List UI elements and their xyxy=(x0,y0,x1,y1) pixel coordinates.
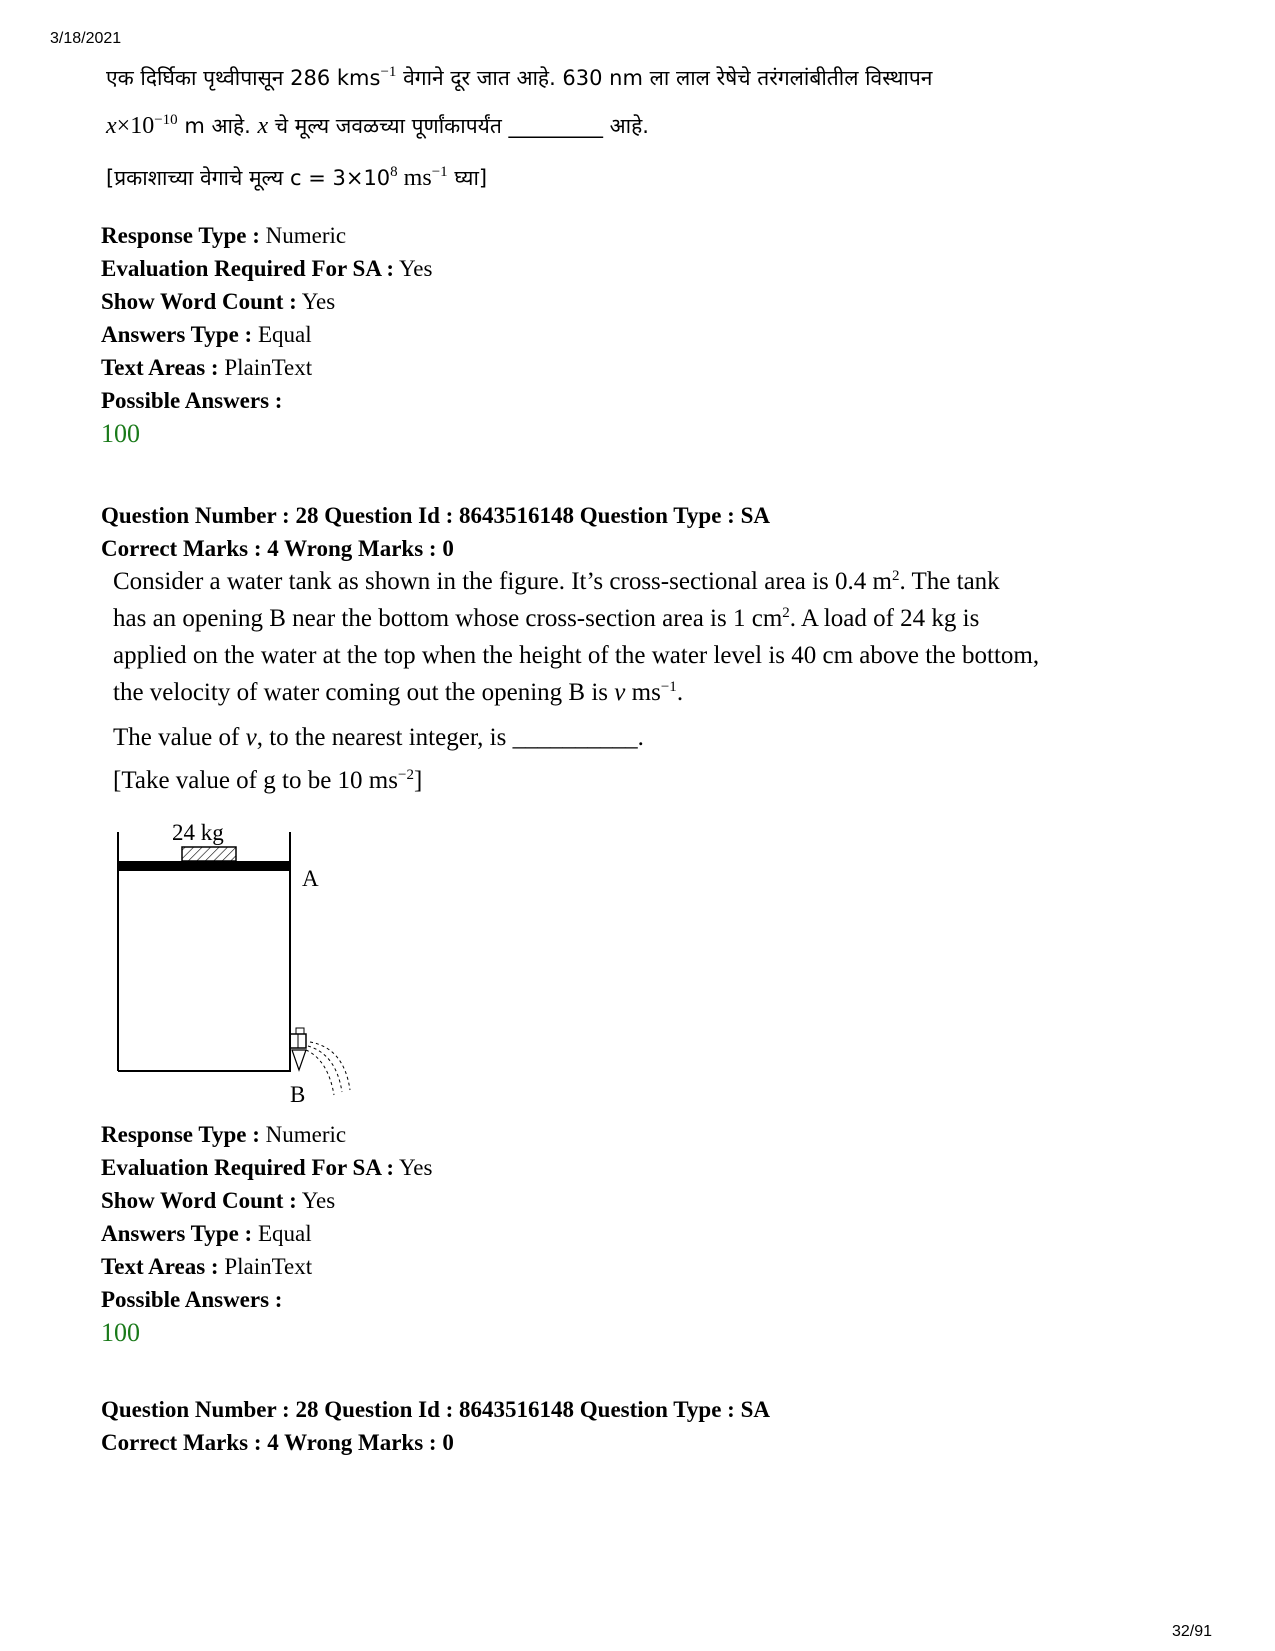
marks-line: Correct Marks : 4 Wrong Marks : 0 xyxy=(101,1430,454,1455)
question-line-2 xyxy=(113,604,979,634)
jet-cone xyxy=(292,1050,306,1070)
prev-q-sup: 8 xyxy=(390,164,398,180)
print-date: 3/18/2021 xyxy=(50,30,122,47)
label-a: A xyxy=(302,866,319,891)
prev-q-text: वेगाने दूर जात आहे. 630 nm ला लाल रेषेचे तरंगलांबीतील विस्थापन xyxy=(396,66,933,90)
meta-value: Yes xyxy=(399,256,433,281)
q-text: , to the nearest integer, is __________. xyxy=(256,724,644,751)
q-text: the velocity of water coming out the opening B is xyxy=(113,679,615,706)
question-line-5 xyxy=(113,723,644,753)
var-x: x xyxy=(257,113,269,139)
prev-q-text: एक दिर्घिका पृथ्वीपासून 286 kms xyxy=(106,66,381,90)
q-text: . The tank xyxy=(899,568,1000,595)
prev-question-line-1 xyxy=(106,64,932,93)
meta-label: Possible Answers : xyxy=(101,388,283,413)
q-text: The value of xyxy=(113,724,246,751)
q-text: applied on the water at the top when the height of the water level is 40 cm above the bottom, xyxy=(113,642,1040,669)
meta-value: Equal xyxy=(257,1221,312,1246)
var-v: v xyxy=(614,679,626,706)
meta-value: PlainText xyxy=(224,355,313,380)
question-line-3 xyxy=(113,641,1039,671)
next-question-header xyxy=(101,1393,770,1459)
meta-value: PlainText xyxy=(224,1254,313,1279)
meta-value: Numeric xyxy=(265,223,347,248)
meta-value: Yes xyxy=(301,289,336,314)
prev-q-text: ×10 xyxy=(116,113,155,139)
load-block xyxy=(182,847,236,861)
meta-label: Text Areas : xyxy=(101,1254,219,1279)
meta-label: Possible Answers : xyxy=(101,1287,283,1312)
question-header xyxy=(101,499,770,565)
meta-label: Answers Type : xyxy=(101,322,253,347)
meta-label: Response Type : xyxy=(101,223,260,248)
prev-question-line-3 xyxy=(106,164,487,193)
prev-q-sup: −10 xyxy=(154,112,178,128)
prev-q-text: चे मूल्य जवळच्या पूर्णांकापर्यंत _________ आहे. xyxy=(268,114,649,138)
marks-line: Correct Marks : 4 Wrong Marks : 0 xyxy=(101,536,454,561)
meta-label: Show Word Count : xyxy=(101,289,297,314)
prev-q-text: घ्या] xyxy=(447,166,488,190)
possible-answer-value: 100 xyxy=(101,1318,140,1347)
load-label: 24 kg xyxy=(172,820,224,845)
q-sup: 2 xyxy=(782,605,790,621)
prev-question-meta xyxy=(101,219,432,451)
prev-q-text: m आहे. xyxy=(177,114,258,138)
question-meta xyxy=(101,1118,432,1350)
q-text: . xyxy=(676,679,684,706)
meta-label: Evaluation Required For SA : xyxy=(101,1155,395,1180)
meta-label: Evaluation Required For SA : xyxy=(101,256,395,281)
question-number-line: Question Number : 28 Question Id : 8643516148 Question Type : SA xyxy=(101,503,770,528)
q-text: . A load of 24 kg is xyxy=(789,605,980,632)
q-text: ] xyxy=(413,767,423,794)
prev-q-sup: −1 xyxy=(380,64,397,80)
q-text: ms xyxy=(625,679,661,706)
meta-label: Answers Type : xyxy=(101,1221,253,1246)
label-b: B xyxy=(290,1082,306,1107)
tank-diagram xyxy=(110,820,370,1110)
prev-question-line-2 xyxy=(106,112,649,141)
meta-value: Numeric xyxy=(265,1122,347,1147)
question-number-line: Question Number : 28 Question Id : 8643516148 Question Type : SA xyxy=(101,1397,770,1422)
possible-answer-value: 100 xyxy=(101,419,140,448)
var-x: x xyxy=(106,113,117,139)
meta-value: Yes xyxy=(301,1188,336,1213)
water-jet-arc xyxy=(306,1050,334,1095)
water-tank-figure xyxy=(110,820,370,1115)
prev-q-text: [प्रकाशाच्या वेगाचे मूल्य c = 3×10 xyxy=(106,166,391,190)
q-sup: −2 xyxy=(397,767,414,783)
page-number: 32/91 xyxy=(1172,1623,1213,1640)
question-line-6 xyxy=(113,766,422,796)
meta-label: Show Word Count : xyxy=(101,1188,297,1213)
var-v: v xyxy=(245,724,257,751)
q-text: Consider a water tank as shown in the figure. It’s cross-sectional area is 0.4 m xyxy=(113,568,892,595)
prev-q-text: ms xyxy=(397,165,432,191)
prev-q-sup: −1 xyxy=(431,164,448,180)
question-line-4 xyxy=(113,678,683,708)
question-line-1 xyxy=(113,567,1000,597)
meta-value: Equal xyxy=(257,322,312,347)
meta-label: Response Type : xyxy=(101,1122,260,1147)
q-sup: 2 xyxy=(891,568,900,584)
q-sup: −1 xyxy=(660,679,677,695)
meta-label: Text Areas : xyxy=(101,355,219,380)
piston-plate xyxy=(118,861,290,871)
q-text: has an opening B near the bottom whose cross-section area is 1 cm xyxy=(113,605,783,632)
water-jet-arc xyxy=(308,1046,342,1092)
q-text: [Take value of g to be 10 ms xyxy=(113,767,398,794)
meta-value: Yes xyxy=(399,1155,433,1180)
